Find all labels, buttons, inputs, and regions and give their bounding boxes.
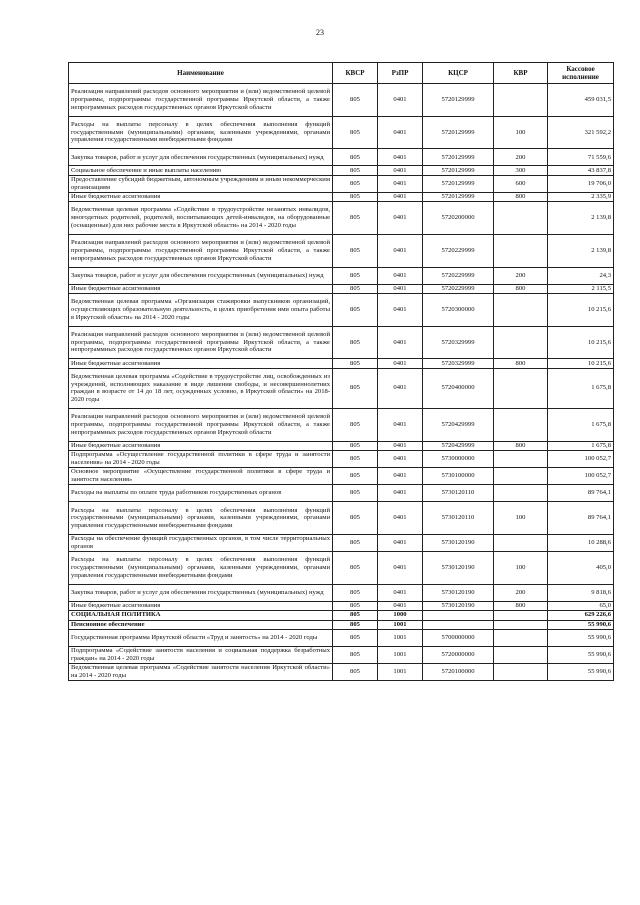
- row-kcsr: 5720329999: [423, 326, 494, 359]
- row-kvr: [494, 202, 548, 235]
- row-name: Государственная программа Иркутской области «Труд и занятость» на 2014 - 2020 годы: [69, 629, 333, 646]
- row-kvr: 800: [494, 441, 548, 450]
- row-amount: 55 990,6: [548, 664, 614, 681]
- row-amount: 71 559,6: [548, 149, 614, 166]
- row-kvr: [494, 234, 548, 267]
- table-row: [69, 502, 614, 535]
- row-kvsr: 805: [333, 409, 378, 442]
- row-rzpr: 0401: [378, 451, 423, 468]
- row-name: СОЦИАЛЬНАЯ ПОЛИТИКА: [69, 611, 333, 620]
- row-kcsr: 5730000000: [423, 451, 494, 468]
- header-kvsr: КВСР: [333, 63, 378, 84]
- row-rzpr: 0401: [378, 284, 423, 293]
- table-row: [69, 234, 614, 267]
- row-name: Реализация направлений расходов основного мероприятия и (или) ведомственной целевой программы, подпрограммы государственной программы Иркутской области, а также непрограммных расходов государственных органов Иркутской области: [69, 409, 333, 442]
- row-name: Расходы на выплаты по оплате труда работников государственных органов: [69, 485, 333, 502]
- row-kvr: 800: [494, 601, 548, 610]
- table-row: [69, 359, 614, 368]
- row-rzpr: 0401: [378, 149, 423, 166]
- row-amount: 1 675,8: [548, 441, 614, 450]
- table-row: [69, 84, 614, 117]
- table-row: [69, 611, 614, 620]
- table-row: [69, 116, 614, 149]
- table-row: [69, 166, 614, 175]
- row-amount: 459 031,5: [548, 84, 614, 117]
- row-kvr: 200: [494, 267, 548, 284]
- row-kvsr: 805: [333, 584, 378, 601]
- row-kvr: [494, 646, 548, 663]
- table-row: [69, 441, 614, 450]
- row-kcsr: 5720300000: [423, 293, 494, 326]
- row-rzpr: 0401: [378, 502, 423, 535]
- row-amount: 10 288,6: [548, 535, 614, 552]
- table-row: [69, 409, 614, 442]
- row-kvr: [494, 293, 548, 326]
- row-kcsr: 5700000000: [423, 629, 494, 646]
- row-amount: 1 675,8: [548, 368, 614, 409]
- row-kvsr: 805: [333, 485, 378, 502]
- row-kvr: 600: [494, 175, 548, 192]
- row-kvsr: 805: [333, 284, 378, 293]
- row-kvr: [494, 535, 548, 552]
- table-row: [69, 601, 614, 610]
- row-kcsr: 5720429999: [423, 441, 494, 450]
- row-kvsr: 805: [333, 234, 378, 267]
- row-kvr: 800: [494, 359, 548, 368]
- row-kcsr: 5720100000: [423, 664, 494, 681]
- row-kcsr: 5730120110: [423, 485, 494, 502]
- row-name: Ведомственная целевая программа «Содействие в трудоустройстве незанятых инвалидов, многодетных родителей, родителей, воспитывающих детей-инвалидов, на оборудованные (оснащенные) для них рабочие места в Иркутской области» на 2014 - 2020 годы: [69, 202, 333, 235]
- row-kvsr: 805: [333, 611, 378, 620]
- table-row: [69, 620, 614, 629]
- row-kvr: [494, 664, 548, 681]
- table-row: [69, 664, 614, 681]
- row-rzpr: 0401: [378, 409, 423, 442]
- table-row: [69, 192, 614, 201]
- row-name: Ведомственная целевая программа «Содействие занятости населения Иркутской области» на 2014 - 2020 годы: [69, 664, 333, 681]
- row-kcsr: 5720000000: [423, 646, 494, 663]
- row-kcsr: 5720200000: [423, 202, 494, 235]
- row-kvsr: 805: [333, 359, 378, 368]
- row-name: Иные бюджетные ассигнования: [69, 192, 333, 201]
- row-name: Реализация направлений расходов основного мероприятия и (или) ведомственной целевой программы, подпрограммы государственной программы Иркутской области, а также непрограммных расходов государственных органов Иркутской области: [69, 234, 333, 267]
- row-kvsr: 805: [333, 535, 378, 552]
- row-kvsr: 805: [333, 192, 378, 201]
- row-amount: 89 764,1: [548, 485, 614, 502]
- row-rzpr: 0401: [378, 326, 423, 359]
- row-kcsr: 5720229999: [423, 267, 494, 284]
- header-kcsr: КЦСР: [423, 63, 494, 84]
- row-rzpr: 1001: [378, 629, 423, 646]
- row-rzpr: 0401: [378, 584, 423, 601]
- row-amount: 2 335,9: [548, 192, 614, 201]
- row-kvsr: 805: [333, 552, 378, 585]
- row-kvr: 100: [494, 502, 548, 535]
- row-kvr: 200: [494, 584, 548, 601]
- row-kvsr: 805: [333, 646, 378, 663]
- row-kvr: [494, 451, 548, 468]
- row-rzpr: 1001: [378, 620, 423, 629]
- row-rzpr: 1001: [378, 664, 423, 681]
- row-rzpr: 0401: [378, 468, 423, 485]
- header-kvr: КВР: [494, 63, 548, 84]
- row-kvsr: 805: [333, 267, 378, 284]
- table-row: [69, 646, 614, 663]
- row-kcsr: 5720400000: [423, 368, 494, 409]
- row-rzpr: 1000: [378, 611, 423, 620]
- header-rzpr: РзПР: [378, 63, 423, 84]
- table-row: [69, 149, 614, 166]
- row-rzpr: 0401: [378, 175, 423, 192]
- header-name: Наименование: [69, 63, 333, 84]
- row-kvsr: 805: [333, 441, 378, 450]
- budget-table: [68, 62, 614, 681]
- row-rzpr: 0401: [378, 192, 423, 201]
- row-kvsr: 805: [333, 149, 378, 166]
- row-name: Пенсионное обеспечение: [69, 620, 333, 629]
- row-rzpr: 0401: [378, 84, 423, 117]
- row-kvsr: 805: [333, 468, 378, 485]
- row-name: Закупка товаров, работ и услуг для обеспечения государственных (муниципальных) нужд: [69, 267, 333, 284]
- row-kvsr: 805: [333, 451, 378, 468]
- row-kcsr: 5730100000: [423, 468, 494, 485]
- row-kvr: [494, 485, 548, 502]
- row-kvr: 800: [494, 284, 548, 293]
- row-name: Расходы на выплаты персоналу в целях обеспечения выполнения функций государственными (муниципальными) органами, казенными учреждениями, органами управления государственными внебюджетными фондами: [69, 552, 333, 585]
- row-kcsr: 5720329999: [423, 359, 494, 368]
- row-amount: 1 675,8: [548, 409, 614, 442]
- row-rzpr: 0401: [378, 485, 423, 502]
- row-name: Иные бюджетные ассигнования: [69, 359, 333, 368]
- row-rzpr: 0401: [378, 166, 423, 175]
- row-amount: 65,0: [548, 601, 614, 610]
- row-kvr: 100: [494, 552, 548, 585]
- row-rzpr: 0401: [378, 368, 423, 409]
- row-kvr: [494, 468, 548, 485]
- row-kvr: [494, 620, 548, 629]
- table-row: [69, 368, 614, 409]
- row-amount: 19 706,0: [548, 175, 614, 192]
- row-kcsr: [423, 611, 494, 620]
- row-name: Основное мероприятие «Осуществление государственной политики в сфере труда и занятости населения»: [69, 468, 333, 485]
- row-amount: 10 215,6: [548, 326, 614, 359]
- row-amount: 629 226,6: [548, 611, 614, 620]
- row-kcsr: 5730120190: [423, 601, 494, 610]
- header-amount: Кассовое исполнение: [548, 63, 614, 84]
- row-kcsr: 5730120110: [423, 502, 494, 535]
- row-amount: 55 990,6: [548, 646, 614, 663]
- table-header-row: [69, 63, 614, 84]
- row-name: Ведомственная целевая программа «Организация стажировки выпускников организаций, осуществляющих образовательную деятельность, в целях приобретения ими опыта работы в Иркутской области» на 2014 - 2020 годы: [69, 293, 333, 326]
- row-name: Подпрограмма «Осуществление государственной политики в сфере труда и занятости населения» на 2014 - 2020 годы: [69, 451, 333, 468]
- table-row: [69, 202, 614, 235]
- table-row: [69, 468, 614, 485]
- row-kvr: 300: [494, 166, 548, 175]
- row-rzpr: 0401: [378, 441, 423, 450]
- row-kvsr: 805: [333, 664, 378, 681]
- table-row: [69, 584, 614, 601]
- table-row: [69, 535, 614, 552]
- row-kcsr: 5720229999: [423, 234, 494, 267]
- row-rzpr: 0401: [378, 552, 423, 585]
- row-kvsr: 805: [333, 84, 378, 117]
- row-amount: 9 818,6: [548, 584, 614, 601]
- row-kvr: 200: [494, 149, 548, 166]
- row-kvsr: 805: [333, 368, 378, 409]
- row-rzpr: 0401: [378, 601, 423, 610]
- row-kcsr: 5720229999: [423, 284, 494, 293]
- table-row: [69, 175, 614, 192]
- row-name: Реализация направлений расходов основного мероприятия и (или) ведомственной целевой программы, подпрограммы государственной программы Иркутской области, а также непрограммных расходов государственных органов Иркутской области: [69, 84, 333, 117]
- row-kvsr: 805: [333, 502, 378, 535]
- row-kvsr: 805: [333, 601, 378, 610]
- table-row: [69, 267, 614, 284]
- row-amount: 43 837,8: [548, 166, 614, 175]
- row-kcsr: [423, 620, 494, 629]
- table-row: [69, 552, 614, 585]
- table-body: [69, 84, 614, 681]
- row-kvr: [494, 611, 548, 620]
- row-kvsr: 805: [333, 326, 378, 359]
- row-name: Иные бюджетные ассигнования: [69, 441, 333, 450]
- row-kcsr: 5730120190: [423, 535, 494, 552]
- row-kcsr: 5720129999: [423, 175, 494, 192]
- row-rzpr: 0401: [378, 535, 423, 552]
- row-name: Предоставление субсидий бюджетным, автономным учреждениям и иным некоммерческим организациям: [69, 175, 333, 192]
- row-amount: 89 764,1: [548, 502, 614, 535]
- row-kcsr: 5720129999: [423, 149, 494, 166]
- row-amount: 405,0: [548, 552, 614, 585]
- table-row: [69, 326, 614, 359]
- row-name: Закупка товаров, работ и услуг для обеспечения государственных (муниципальных) нужд: [69, 149, 333, 166]
- row-kvr: [494, 409, 548, 442]
- row-amount: 100 052,7: [548, 451, 614, 468]
- row-name: Подпрограмма «Содействие занятости населения и социальная поддержка безработных граждан» на 2014 - 2020 годы: [69, 646, 333, 663]
- row-kvsr: 805: [333, 175, 378, 192]
- row-kvsr: 805: [333, 629, 378, 646]
- row-kvsr: 805: [333, 620, 378, 629]
- row-kvr: [494, 84, 548, 117]
- row-name: Ведомственная целевая программа «Содействие в трудоустройстве лиц, освобожденных из учреждений, исполняющих наказание в виде лишения свободы, и несовершеннолетних граждан в возрасте от 14 до 18 лет, осужденных условно, в Иркутской области» на 2018-2020 годы: [69, 368, 333, 409]
- row-kvr: [494, 326, 548, 359]
- row-kvr: [494, 368, 548, 409]
- row-rzpr: 0401: [378, 202, 423, 235]
- table-row: [69, 451, 614, 468]
- row-kvr: 100: [494, 116, 548, 149]
- row-kcsr: 5730120190: [423, 552, 494, 585]
- row-amount: 55 990,6: [548, 620, 614, 629]
- row-amount: 55 990,6: [548, 629, 614, 646]
- row-kvsr: 805: [333, 116, 378, 149]
- row-rzpr: 0401: [378, 293, 423, 326]
- row-amount: 24,3: [548, 267, 614, 284]
- row-name: Расходы на выплаты персоналу в целях обеспечения выполнения функций государственными (муниципальными) органами, казенными учреждениями, органами управления государственными внебюджетными фондами: [69, 116, 333, 149]
- page-number: 23: [316, 28, 324, 37]
- row-kvsr: 805: [333, 166, 378, 175]
- row-kcsr: 5720129999: [423, 84, 494, 117]
- row-amount: 10 215,6: [548, 293, 614, 326]
- row-kvr: 800: [494, 192, 548, 201]
- table-row: [69, 485, 614, 502]
- row-kcsr: 5720129999: [423, 166, 494, 175]
- row-name: Иные бюджетные ассигнования: [69, 284, 333, 293]
- table-row: [69, 284, 614, 293]
- row-rzpr: 0401: [378, 234, 423, 267]
- row-name: Закупка товаров, работ и услуг для обеспечения государственных (муниципальных) нужд: [69, 584, 333, 601]
- table-row: [69, 629, 614, 646]
- table-row: [69, 293, 614, 326]
- row-kcsr: 5730120190: [423, 584, 494, 601]
- row-kcsr: 5720129999: [423, 192, 494, 201]
- row-name: Расходы на выплаты персоналу в целях обеспечения выполнения функций государственными (муниципальными) органами, казенными учреждениями, органами управления государственными внебюджетными фондами: [69, 502, 333, 535]
- row-rzpr: 0401: [378, 116, 423, 149]
- row-name: Социальное обеспечение и иные выплаты населению: [69, 166, 333, 175]
- row-name: Расходы на обеспечение функций государственных органов, в том числе территориальных органов: [69, 535, 333, 552]
- row-amount: 100 052,7: [548, 468, 614, 485]
- row-rzpr: 1001: [378, 646, 423, 663]
- row-kvsr: 805: [333, 202, 378, 235]
- row-name: Реализация направлений расходов основного мероприятия и (или) ведомственной целевой программы, подпрограммы государственной программы Иркутской области, а также непрограммных расходов государственных органов Иркутской области: [69, 326, 333, 359]
- row-name: Иные бюджетные ассигнования: [69, 601, 333, 610]
- row-amount: 2 139,8: [548, 234, 614, 267]
- row-amount: 321 592,2: [548, 116, 614, 149]
- row-kcsr: 5720429999: [423, 409, 494, 442]
- row-amount: 2 139,8: [548, 202, 614, 235]
- row-kvsr: 805: [333, 293, 378, 326]
- row-rzpr: 0401: [378, 359, 423, 368]
- row-rzpr: 0401: [378, 267, 423, 284]
- row-kvr: [494, 629, 548, 646]
- row-amount: 2 115,5: [548, 284, 614, 293]
- row-amount: 10 215,6: [548, 359, 614, 368]
- row-kcsr: 5720129999: [423, 116, 494, 149]
